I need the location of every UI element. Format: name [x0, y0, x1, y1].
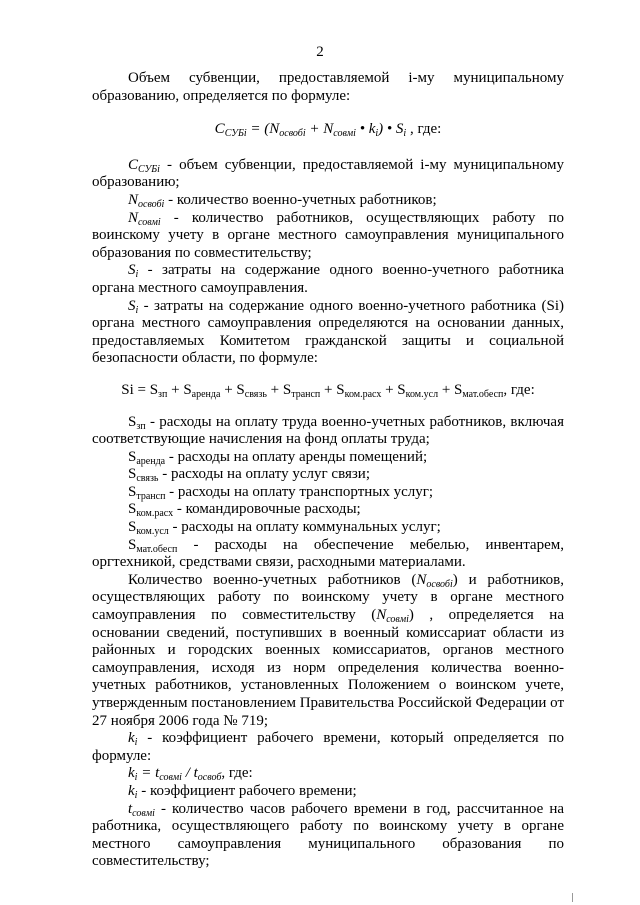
component-kom-usl: $S_{ком.усл}$ - расходы на оплату коммунальных услуг;	[128, 519, 441, 538]
def-c-sub: $С_{СУБi}$ - объем субвенции, предоставляемой i-му муниципальному образованию;	[92, 156, 564, 191]
component-arenda: $S_{аренда}$ - расходы на оплату аренды помещений;	[128, 448, 428, 467]
intro-paragraph: Объем субвенции, предоставляемой i-му муниципальному образованию, определяется по формуле:	[92, 70, 564, 104]
def-s-2: $S_i$ - затраты на содержание одного военно-учетного работника (Si) органа местного самоуправления определяются на основании данных, предоставляемых Комитетом гражданской защиты и социальной безопасности области, по формуле:	[92, 297, 564, 367]
document-body	[92, 70, 564, 871]
def-t-sovm: $t_{совмi}$ - количество часов рабочего времени в год, рассчитанное на работника, осуществляющего работу по воинскому учету в органе местного самоуправления муниципального образования по совместительству;	[92, 800, 564, 870]
component-svyaz: $S_{связь}$ - расходы на оплату услуг связи;	[128, 466, 370, 485]
def-k: $k_i$ - коэффициент рабочего времени;	[128, 782, 357, 801]
component-zp: $S_{зп}$ - расходы на оплату труда военно-учетных работников, включая соответствующие начисления на фонд оплаты труда;	[92, 413, 564, 448]
subvention-formula: $C_{СУБi} = (N_{освобi} + N_{совмi}$ • $k_i$) • $S_i$ , где:	[214, 121, 442, 140]
count-paragraph: Количество военно-учетных работников $(N_{освобi})$ и работников, осуществляющих работу по воинскому учету в органе местного самоуправления по совместительству $(N_{совмi})$ , определяется на основании сведений, поступивших в военный комиссариат области из районных и городских военных комиссариатов, органов местного самоуправления, исходя из норм определения количества военно-учетных работников, установленных Положением о воинском учете, утвержденным постановлением Правительства Российской Федерации от 27 ноября 2006 года № 719;	[92, 571, 564, 729]
formula-n-osvob: $N_{освобi}$	[269, 121, 306, 140]
k-formula: $k_i = t_{совмi} / t_{освоб}$, где:	[128, 765, 253, 784]
component-transp: $S_{трансп}$ - расходы на оплату транспортных услуг;	[128, 483, 434, 502]
def-s-1: $S_i$ - затраты на содержание одного военно-учетного работника органа местного самоуправления.	[92, 262, 564, 296]
def-n-sovm: $N_{совмi}$ - количество работников, осуществляющих работу по воинскому учету в органе местного самоуправления муниципального образования по совместительству;	[92, 209, 564, 261]
component-mat-obesp: $S_{мат.обесп}$ - расходы на обеспечение мебелью, инвентарем, оргтехникой, средствами связи, расходными материалами.	[92, 536, 564, 571]
formula-lhs: $C_{СУБi}$	[214, 121, 247, 140]
formula-n-sovm: $N_{совмi}$	[323, 121, 356, 140]
si-formula: $Si = S_{зп} + S_{аренда} + S_{связь} + S_{трансп} + S_{ком.расх} + S_{ком.усл} + S_{мат.обесп}$, где:	[121, 381, 535, 400]
def-n-osvob: $N_{освобi}$ - количество военно-учетных работников;	[128, 191, 437, 210]
page-number: 2	[316, 44, 324, 60]
component-kom-rash: $S_{ком.расх}$ - командировочные расходы;	[128, 501, 361, 520]
scan-mark	[572, 893, 573, 902]
k-paragraph: $k_i$ - коэффициент рабочего времени, который определяется по формуле:	[92, 730, 564, 764]
